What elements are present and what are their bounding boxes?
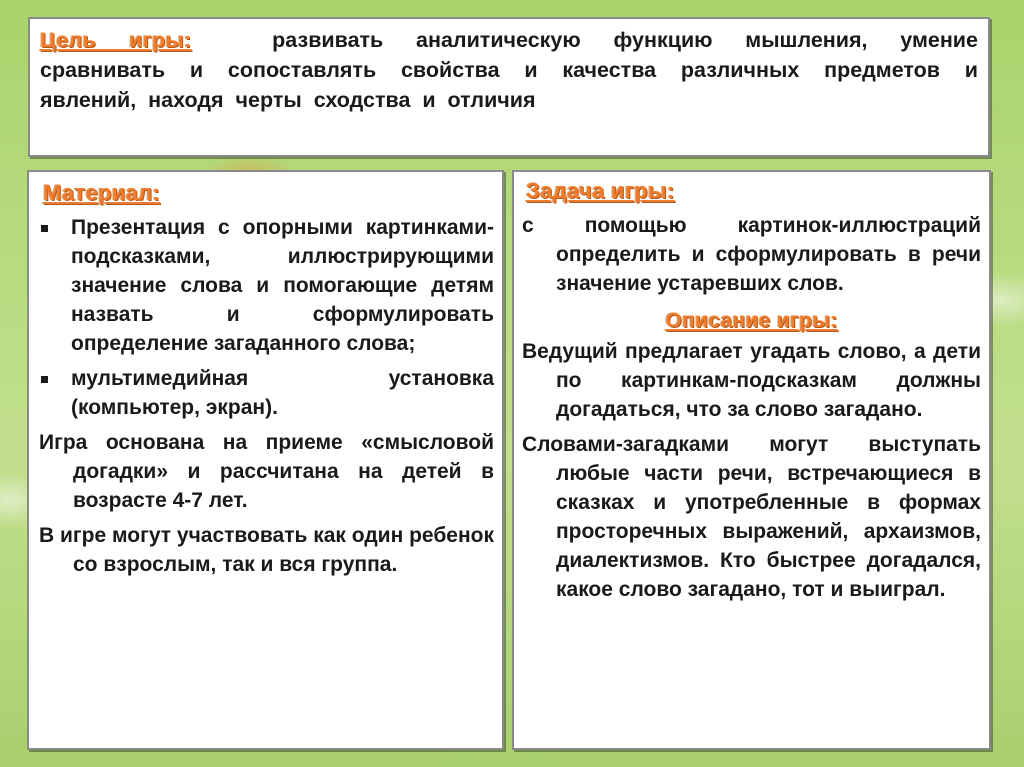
goal-heading: Цель игры: <box>40 28 192 52</box>
list-item <box>39 364 494 422</box>
list-item <box>39 213 494 358</box>
task-panel <box>512 170 991 750</box>
goal-text-block <box>40 25 978 115</box>
material-panel <box>27 170 504 750</box>
goal-panel <box>28 17 990 157</box>
goal-text: развивать аналитическую функцию мышления, умение сравнивать и сопоставлять свойства и качества различных предметов и явлений, находя черты сходства и отличия <box>40 28 978 112</box>
material-item-text: Презентация с опорными картинками-подсказками, иллюстрирующими значение слова и помогающие детям назвать и сформулировать определение загаданного слова; <box>71 216 494 355</box>
task-text: с помощью картинок-иллюстраций определить и сформулировать в речи значение устаревших слов. <box>522 214 981 295</box>
bullet-icon <box>41 376 48 383</box>
material-item-text: мультимедийная установка (компьютер, экран). <box>71 367 494 419</box>
bullet-icon <box>41 225 48 232</box>
description-paragraph: Ведущий предлагает угадать слово, а дети по картинкам-подсказкам должны догадаться, что за слово загадано. <box>522 340 981 421</box>
material-heading: Материал: <box>43 180 161 205</box>
description-heading: Описание игры: <box>665 309 838 332</box>
material-list <box>39 213 494 422</box>
material-paragraph: В игре могут участвовать как один ребенок со взрослым, так и вся группа. <box>39 524 494 576</box>
material-paragraph: Игра основана на приеме «смысловой догадки» и рассчитана на детей в возрасте 4-7 лет. <box>39 431 494 512</box>
description-paragraph: Словами-загадками могут выступать любые части речи, встречающиеся в сказках и употребленные в формах просторечных выражений, архаизмов, диалектизмов. Кто быстрее догадался, какое слово загадано, тот и выиграл. <box>522 433 981 601</box>
task-heading: Задача игры: <box>526 178 675 203</box>
